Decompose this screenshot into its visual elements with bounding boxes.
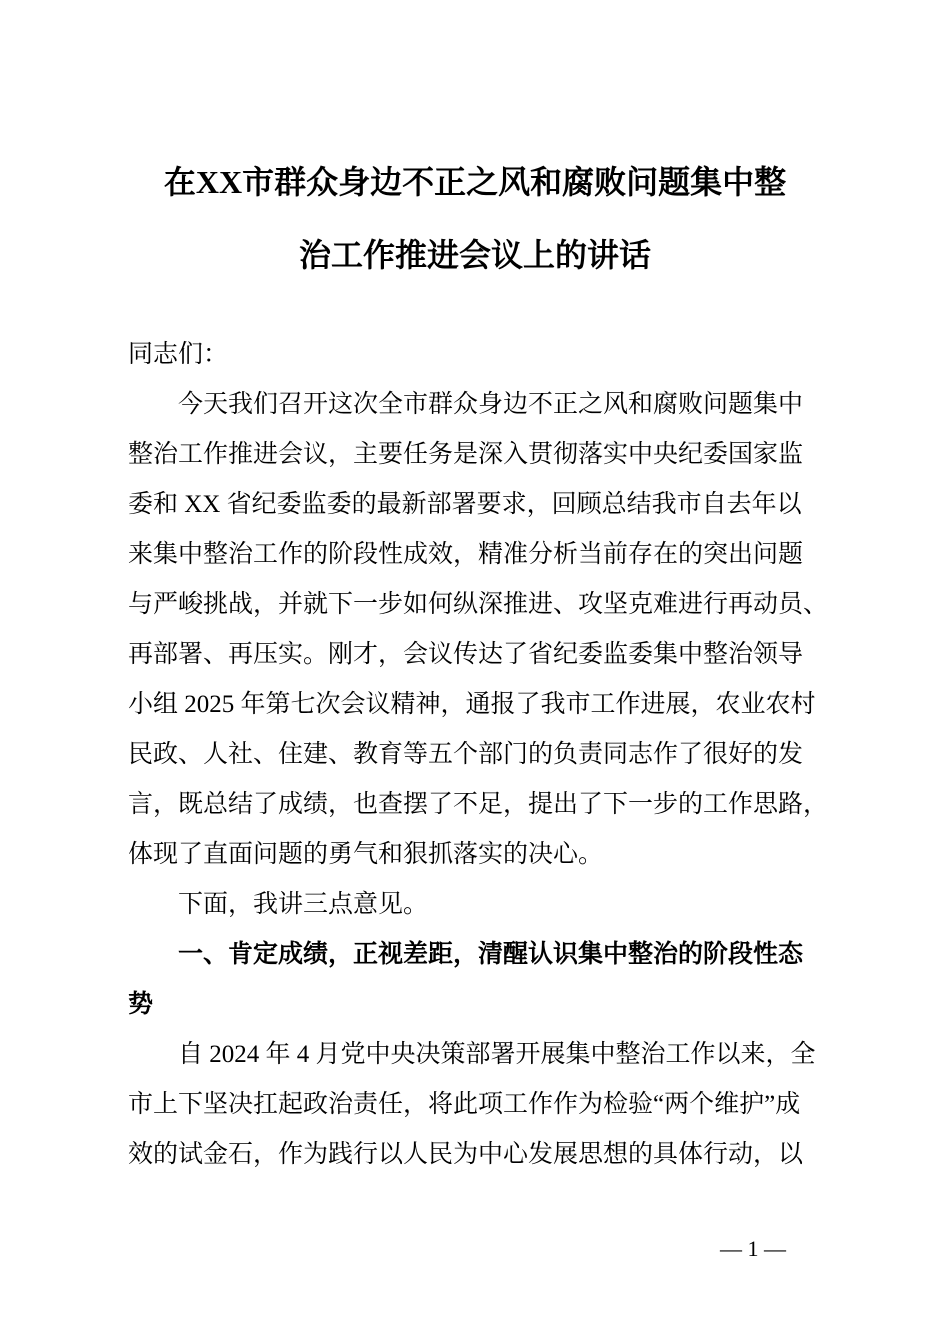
text-line: 整治工作推进会议，主要任务是深入贯彻落实中央纪委国家监 <box>128 441 804 468</box>
text-line: 势 <box>128 991 154 1018</box>
text-line: 再部署、再压实。刚才，会议传达了省纪委监委集中整治领导 <box>128 641 804 668</box>
text-line: 民政、人社、住建、教育等五个部门的负责同志作了很好的发 <box>128 741 804 768</box>
text-line: 小组 2025 年第七次会议精神，通报了我市工作进展，农业农村 <box>128 691 816 718</box>
document-body <box>128 330 848 1180</box>
paragraph <box>128 380 848 880</box>
paragraph <box>128 880 848 930</box>
document-title-line-2: 治工作推进会议上的讲话 <box>298 237 651 273</box>
document-title-line-1: 在XX市群众身边不正之风和腐败问题集中整 <box>163 164 787 200</box>
text-line: 市上下坚决扛起政治责任，将此项工作作为检验“两个维护”成 <box>128 1091 801 1118</box>
text-line: 今天我们召开这次全市群众身边不正之风和腐败问题集中 <box>178 391 804 418</box>
text-line: 效的试金石，作为践行以人民为中心发展思想的具体行动，以 <box>128 1141 804 1168</box>
paragraph <box>128 1030 848 1180</box>
text-line: 委和 XX 省纪委监委的最新部署要求，回顾总结我市自去年以 <box>128 491 802 518</box>
text-line: 体现了直面问题的勇气和狠抓落实的决心。 <box>128 841 604 868</box>
text-line: 自 2024 年 4 月党中央决策部署开展集中整治工作以来，全 <box>178 1041 816 1068</box>
text-line: 言，既总结了成绩，也查摆了不足，提出了下一步的工作思路， <box>128 791 829 818</box>
salutation: 同志们： <box>128 341 229 368</box>
text-line: 下面，我讲三点意见。 <box>178 891 429 918</box>
text-line: 来集中整治工作的阶段性成效，精准分析当前存在的突出问题 <box>128 541 804 568</box>
page-number: — 1 — <box>720 1236 786 1261</box>
text-line: 一、肯定成绩，正视差距，清醒认识集中整治的阶段性态 <box>178 941 804 968</box>
text-line: 与严峻挑战，并就下一步如何纵深推进、攻坚克难进行再动员、 <box>128 591 829 618</box>
paragraphs <box>128 380 848 1180</box>
section-heading <box>128 930 848 1030</box>
